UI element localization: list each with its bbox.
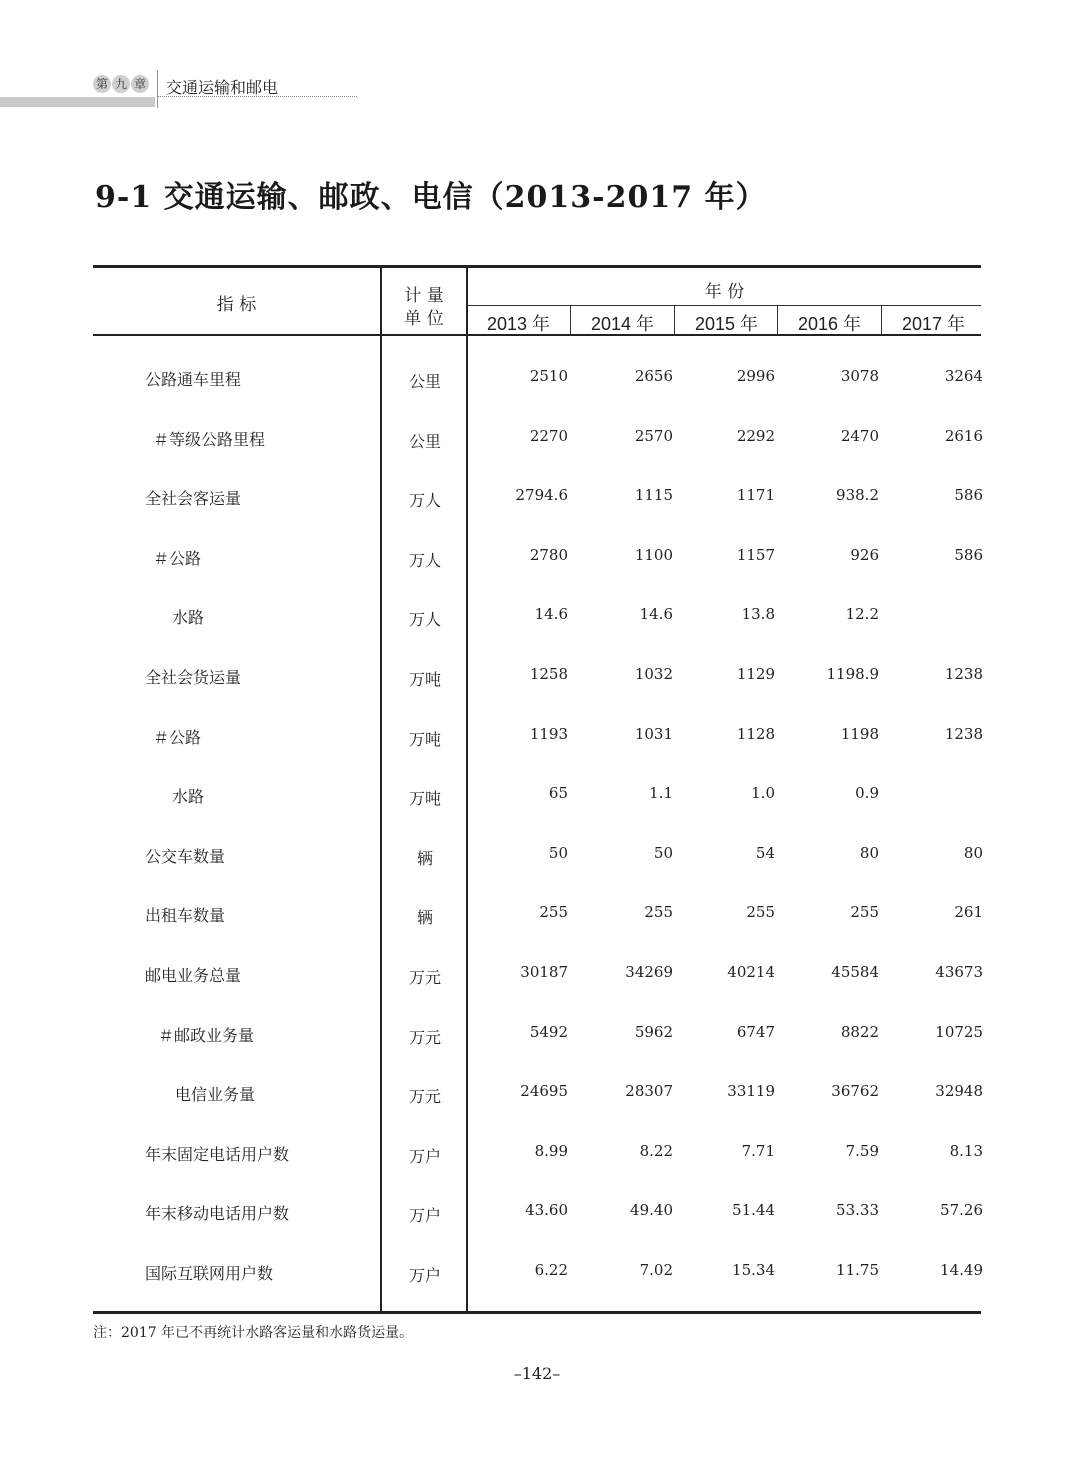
row-value: 8.22 (639, 1141, 673, 1160)
row-unit: 万元 (408, 1027, 441, 1047)
row-value: 1.1 (649, 784, 673, 803)
row-value: 2794.6 (515, 486, 568, 505)
row-value: 11.75 (836, 1261, 879, 1279)
row-value: 80 (963, 843, 983, 862)
row-value: 32948 (935, 1082, 983, 1101)
row-indicator: 出租车数量 (145, 906, 226, 926)
row-value: 6.22 (534, 1261, 568, 1279)
chapter-badge-char: 九 (112, 75, 130, 93)
row-value: 15.34 (732, 1261, 775, 1279)
row-value: 2616 (944, 426, 983, 445)
row-value: 2656 (634, 367, 673, 385)
row-value: 1171 (736, 486, 775, 505)
row-value: 0.9 (855, 784, 879, 803)
table-row (0, 963, 1074, 1023)
row-value: 1258 (529, 665, 568, 683)
row-value: 51.44 (732, 1201, 775, 1220)
row-value: 5962 (634, 1022, 673, 1041)
row-value: 33119 (727, 1082, 775, 1101)
row-value: 1193 (529, 724, 568, 743)
row-unit: 万户 (408, 1146, 441, 1166)
table-top-rule (93, 265, 981, 268)
row-value: 255 (539, 903, 568, 922)
row-value: 65 (548, 784, 568, 803)
table-row (0, 903, 1074, 963)
row-value: 3078 (840, 367, 879, 385)
row-unit: 公里 (408, 372, 441, 391)
header-year: 2016 年 (797, 314, 862, 334)
row-value: 34269 (625, 963, 673, 981)
row-indicator: 全社会客运量 (145, 489, 242, 509)
row-value: 10725 (935, 1022, 983, 1041)
row-value: 1198.9 (826, 665, 879, 683)
table-row (0, 1023, 1074, 1083)
row-indicator: 邮电业务总量 (145, 966, 242, 985)
row-value: 1100 (634, 545, 673, 564)
page-title: 9-1 交通运输、邮政、电信（2013-2017 年） (95, 180, 767, 215)
header-gray-bar (0, 97, 155, 107)
row-indicator: ＃邮政业务量 (158, 1025, 255, 1045)
header-separator (157, 70, 158, 108)
row-unit: 万人 (408, 550, 441, 570)
header-year: 2013 年 (486, 314, 551, 334)
table-row (0, 605, 1074, 665)
table-row (0, 367, 1074, 427)
year-group-rule (468, 305, 981, 306)
row-value: 2270 (529, 426, 568, 445)
row-value: 2510 (529, 367, 568, 385)
row-value: 54 (755, 843, 775, 862)
row-unit: 辆 (416, 908, 433, 928)
row-indicator: 公交车数量 (145, 846, 226, 866)
row-indicator: ＃公路 (153, 548, 202, 568)
section-title: 交通运输和邮电 (166, 78, 279, 97)
row-indicator: 全社会货运量 (145, 668, 242, 687)
row-value: 586 (954, 545, 983, 564)
row-unit: 万户 (408, 1266, 441, 1285)
row-value: 57.26 (940, 1201, 983, 1220)
row-value: 1157 (736, 545, 775, 564)
row-unit: 万吨 (408, 729, 441, 749)
row-value: 1.0 (751, 784, 775, 803)
chapter-badge-char: 章 (131, 75, 149, 93)
row-value: 1128 (736, 724, 775, 743)
row-value: 36762 (831, 1082, 879, 1101)
row-value: 8.99 (534, 1141, 568, 1160)
row-value: 50 (548, 843, 568, 862)
row-value: 1115 (634, 486, 673, 505)
row-value: 926 (850, 545, 879, 564)
table-row (0, 665, 1074, 725)
row-value: 28307 (625, 1082, 673, 1101)
row-value: 255 (644, 903, 673, 922)
row-value: 938.2 (836, 486, 879, 505)
chapter-badge (93, 75, 149, 93)
row-value: 261 (954, 903, 983, 922)
row-indicator: 年末固定电话用户数 (145, 1144, 290, 1164)
row-unit: 万元 (408, 1087, 441, 1107)
row-value: 53.33 (836, 1201, 879, 1220)
row-value: 6747 (736, 1022, 775, 1041)
row-value: 8.13 (949, 1141, 983, 1160)
row-value: 40214 (727, 963, 775, 981)
row-indicator: 国际互联网用户数 (145, 1264, 274, 1283)
row-value: 1238 (944, 724, 983, 743)
header-year-group: 年 份 (704, 282, 745, 302)
row-value: 45584 (831, 963, 879, 981)
row-unit: 万人 (408, 610, 441, 630)
row-value: 1129 (736, 665, 775, 683)
row-value: 24695 (520, 1082, 568, 1101)
row-unit: 万吨 (408, 670, 441, 689)
row-indicator: 年末移动电话用户数 (145, 1204, 290, 1224)
row-indicator: 公路通车里程 (145, 370, 242, 389)
header-unit-line1: 计 量 (404, 286, 444, 306)
table-row (0, 486, 1074, 546)
row-indicator: ＃等级公路里程 (153, 429, 266, 449)
row-value: 12.2 (845, 605, 879, 624)
header-year: 2017 年 (901, 314, 966, 334)
table-row (0, 1082, 1074, 1142)
table-row (0, 1261, 1074, 1321)
row-value: 14.6 (534, 605, 568, 624)
row-indicator: 水路 (172, 787, 205, 807)
row-value: 7.02 (639, 1261, 673, 1279)
row-value: 255 (746, 903, 775, 922)
row-value: 2470 (840, 426, 879, 445)
table-row (0, 427, 1074, 487)
row-value: 2570 (634, 426, 673, 445)
row-value: 2780 (529, 545, 568, 564)
table-row (0, 844, 1074, 904)
row-value: 2292 (736, 426, 775, 445)
row-indicator: 电信业务量 (175, 1085, 256, 1105)
header-year: 2015 年 (694, 314, 759, 334)
header-dotted-rule (157, 96, 357, 97)
row-value: 586 (954, 486, 983, 505)
row-value: 2996 (736, 367, 775, 385)
row-value: 8822 (840, 1022, 879, 1041)
row-unit: 万元 (408, 968, 441, 987)
row-indicator: ＃公路 (153, 727, 202, 747)
table-row (0, 784, 1074, 844)
row-unit: 万户 (408, 1206, 441, 1226)
row-value: 43.60 (525, 1201, 568, 1220)
row-value: 1032 (634, 665, 673, 683)
table-row (0, 1142, 1074, 1202)
row-value: 1031 (634, 724, 673, 743)
row-value: 14.49 (940, 1261, 983, 1279)
table-note: 注：2017 年已不再统计水路客运量和水路货运量。 (93, 1325, 414, 1341)
table-row (0, 725, 1074, 785)
header-year: 2014 年 (590, 314, 655, 334)
row-value: 1238 (944, 665, 983, 683)
row-value: 80 (859, 843, 879, 862)
row-value: 3264 (944, 367, 983, 385)
row-indicator: 水路 (172, 608, 205, 628)
header-unit-line2: 单 位 (404, 309, 444, 329)
page-number: –142– (513, 1364, 561, 1383)
row-value: 5492 (529, 1022, 568, 1041)
row-value: 30187 (520, 963, 568, 981)
row-value: 7.71 (741, 1141, 775, 1160)
row-unit: 辆 (416, 848, 433, 868)
row-value: 43673 (935, 963, 983, 981)
row-value: 49.40 (630, 1201, 673, 1220)
header-indicator: 指 标 (216, 295, 257, 315)
row-value: 14.6 (639, 605, 673, 624)
row-unit: 万吨 (408, 789, 441, 809)
table-row (0, 546, 1074, 606)
row-value: 255 (850, 903, 879, 922)
chapter-badge-char: 第 (93, 75, 111, 93)
row-value: 7.59 (845, 1141, 879, 1160)
row-value: 50 (653, 843, 673, 862)
row-value: 1198 (840, 724, 879, 743)
row-unit: 万人 (408, 491, 441, 511)
row-unit: 公里 (408, 431, 441, 451)
running-header (0, 70, 360, 110)
table-row (0, 1201, 1074, 1261)
row-value: 13.8 (741, 605, 775, 624)
